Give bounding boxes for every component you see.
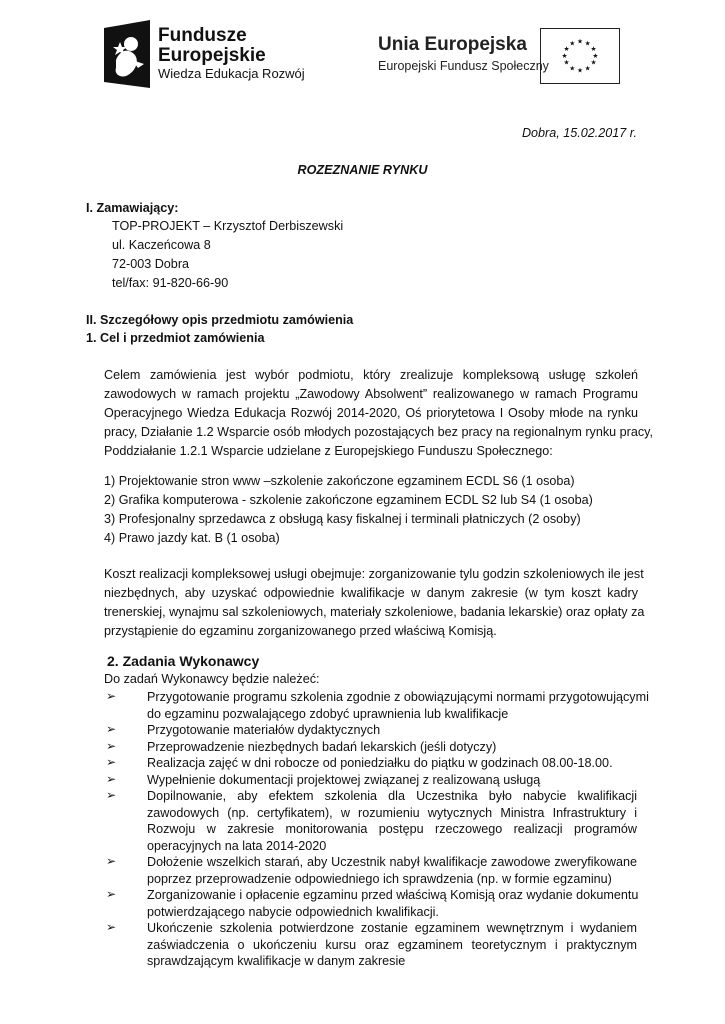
arrow-bullet-icon: ➢ <box>106 689 117 703</box>
task-line: Dopilnowanie, aby efektem szkolenia dla Uczestnika było nabycie kwalifikacji <box>147 789 637 803</box>
subsection2-heading: 2. Zadania Wykonawcy <box>107 653 260 669</box>
cost-paragraph <box>104 565 645 641</box>
task-line: zawodowych (np. certyfikatem), w rozumieniu wytycznych Ministra Infrastruktury i <box>147 805 637 820</box>
training-item: 3) Profesjonalny sprzedawca z obsługą kasy fiskalnej i terminali płatniczych (2 osoby) <box>104 512 581 526</box>
svg-text:★: ★ <box>576 66 584 75</box>
task-item <box>106 787 637 853</box>
training-item: 4) Prawo jazdy kat. B (1 osoba) <box>104 531 280 545</box>
document-title: ROZEZNANIE RYNKU <box>297 163 428 177</box>
subsection1-heading: 1. Cel i przedmiot zamówienia <box>86 331 265 345</box>
svg-text:★: ★ <box>590 45 597 54</box>
task-line: Dołożenie wszelkich starań, aby Uczestnik nabył kwalifikacje zawodowe zweryfikowane <box>147 855 637 869</box>
orderer-address <box>112 217 343 293</box>
svg-text:★: ★ <box>569 64 576 73</box>
svg-text:★: ★ <box>584 64 591 73</box>
task-line: operacyjnych na lata 2014-2020 <box>147 838 327 853</box>
task-item <box>106 688 649 721</box>
task-item <box>106 853 637 886</box>
task-line: Przygotowanie materiałów dydaktycznych <box>147 723 381 737</box>
orderer-line: tel/fax: 91-820-66-90 <box>112 276 229 290</box>
tasks-list <box>106 688 649 969</box>
training-item: 2) Grafika komputerowa - szkolenie zakończone egzaminem ECDL S2 lub S4 (1 osoba) <box>104 493 593 507</box>
task-item <box>106 771 637 788</box>
svg-text:★: ★ <box>563 45 570 54</box>
svg-text:★: ★ <box>563 58 570 67</box>
task-item <box>106 738 637 755</box>
task-line: Przeprowadzenie niezbędnych badań lekarskich (jeśli dotyczy) <box>147 739 497 754</box>
paragraph-line: trenerskiej, wynajmu sal szkoleniowych, materiały szkoleniowe, badania lekarskie) oraz opłaty za <box>104 605 645 619</box>
training-list <box>104 472 593 548</box>
training-item: 1) Projektowanie stron www –szkolenie zakończone egzaminem ECDL S6 (1 osoba) <box>104 474 575 488</box>
svg-text:★: ★ <box>569 39 576 48</box>
task-line: poprzez przeprowadzenie odpowiedniego ich sprawdzenia (np. w formie egzaminu) <box>147 871 612 886</box>
paragraph-line: przystąpienie do egzaminu zorganizowanego przed właściwą Komisją. <box>104 624 497 638</box>
task-line: zaświadczenia o ukończeniu kursu oraz egzaminem teoretycznym i praktycznym <box>147 937 637 952</box>
paragraph-line: Celem zamówienia jest wybór podmiotu, który zrealizuje kompleksową usługę szkoleń <box>104 368 638 382</box>
tasks-intro: Do zadań Wykonawcy będzie należeć: <box>104 672 320 686</box>
paragraph-line: pracy, Działanie 1.2 Wsparcie osób młodych pozostających bez pracy na regionalnym rynku pracy, <box>104 425 654 439</box>
fe-logo-line3: Wiedza Edukacja Rozwój <box>158 66 305 81</box>
svg-text:★: ★ <box>576 37 584 46</box>
arrow-bullet-icon: ➢ <box>106 887 117 901</box>
paragraph-line: Poddziałanie 1.2.1 Wsparcie udzielane z Europejskiego Funduszu Społecznego: <box>104 444 553 458</box>
paragraph-line: Koszt realizacji kompleksowej usługi obejmuje: zorganizowanie tylu godzin szkoleniowych ile jest <box>104 567 644 581</box>
document-date: Dobra, 15.02.2017 r. <box>521 126 637 140</box>
task-item <box>106 754 637 771</box>
fundusze-europejskie-logo-icon <box>104 20 154 88</box>
task-line: Przygotowanie programu szkolenia zgodnie z obowiązującymi normami przygotowującymi <box>147 690 649 704</box>
svg-text:★: ★ <box>590 58 597 67</box>
task-line: Zorganizowanie i opłacenie egzaminu przed właściwą Komisją oraz wydanie dokumentu <box>147 888 639 902</box>
task-item <box>106 919 637 969</box>
task-line: Rozwoju w zakresie monitorowania postępu rzeczowego realizacji programów <box>147 822 637 836</box>
task-item <box>106 886 637 919</box>
eu-flag-icon <box>540 28 620 84</box>
task-line: potwierdzającego nabycie odpowiednich kwalifikacji. <box>147 904 439 919</box>
paragraph-line: niezbędnych, aby uzyskać odpowiednie kwalifikacje w danym zakresie (w tym koszt kadry <box>104 586 638 600</box>
arrow-bullet-icon: ➢ <box>106 722 117 736</box>
purpose-paragraph <box>104 366 654 461</box>
fe-logo-line1: Fundusze <box>158 25 247 46</box>
arrow-bullet-icon: ➢ <box>106 788 117 802</box>
svg-text:★: ★ <box>584 39 591 48</box>
ue-logo-title: Unia Europejska <box>378 34 527 55</box>
fe-logo-line2: Europejskie <box>158 45 266 66</box>
task-line: do egzaminu pozwalającego zdobyć uprawnienia lub kwalifikacje <box>147 706 509 721</box>
arrow-bullet-icon: ➢ <box>106 920 117 934</box>
orderer-line: ul. Kaczeńcowa 8 <box>112 238 211 252</box>
orderer-line: TOP-PROJEKT – Krzysztof Derbiszewski <box>112 219 344 233</box>
section1-heading: I. Zamawiający: <box>86 201 179 215</box>
arrow-bullet-icon: ➢ <box>106 854 117 868</box>
svg-text:★: ★ <box>592 51 599 60</box>
task-line: Realizacja zajęć w dni robocze od poniedziałku do piątku w godzinach 08.00-18.00. <box>147 756 613 770</box>
paragraph-line: zawodowych w ramach projektu „Zawodowy Absolwent” realizowanego w ramach Programu <box>104 387 638 401</box>
task-line: Wypełnienie dokumentacji projektowej związanej z realizowaną usługą <box>147 772 541 787</box>
task-item <box>106 721 637 738</box>
task-line: Ukończenie szkolenia potwierdzone zostanie egzaminem wewnętrznym i wydaniem <box>147 921 637 935</box>
arrow-bullet-icon: ➢ <box>106 738 117 753</box>
orderer-line: 72-003 Dobra <box>112 257 190 271</box>
ue-logo-subtitle: Europejski Fundusz Społeczny <box>378 59 549 73</box>
arrow-bullet-icon: ➢ <box>106 755 117 769</box>
section2-heading: II. Szczegółowy opis przedmiotu zamówienia <box>86 313 354 327</box>
svg-text:★: ★ <box>561 51 568 60</box>
task-line: sprawdzającym kwalifikacje w danym zakresie <box>147 954 406 968</box>
paragraph-line: Operacyjnego Wiedza Edukacja Rozwój 2014-2020, Oś priorytetowa I Osoby młode na rynku <box>104 406 638 420</box>
arrow-bullet-icon: ➢ <box>106 771 117 786</box>
